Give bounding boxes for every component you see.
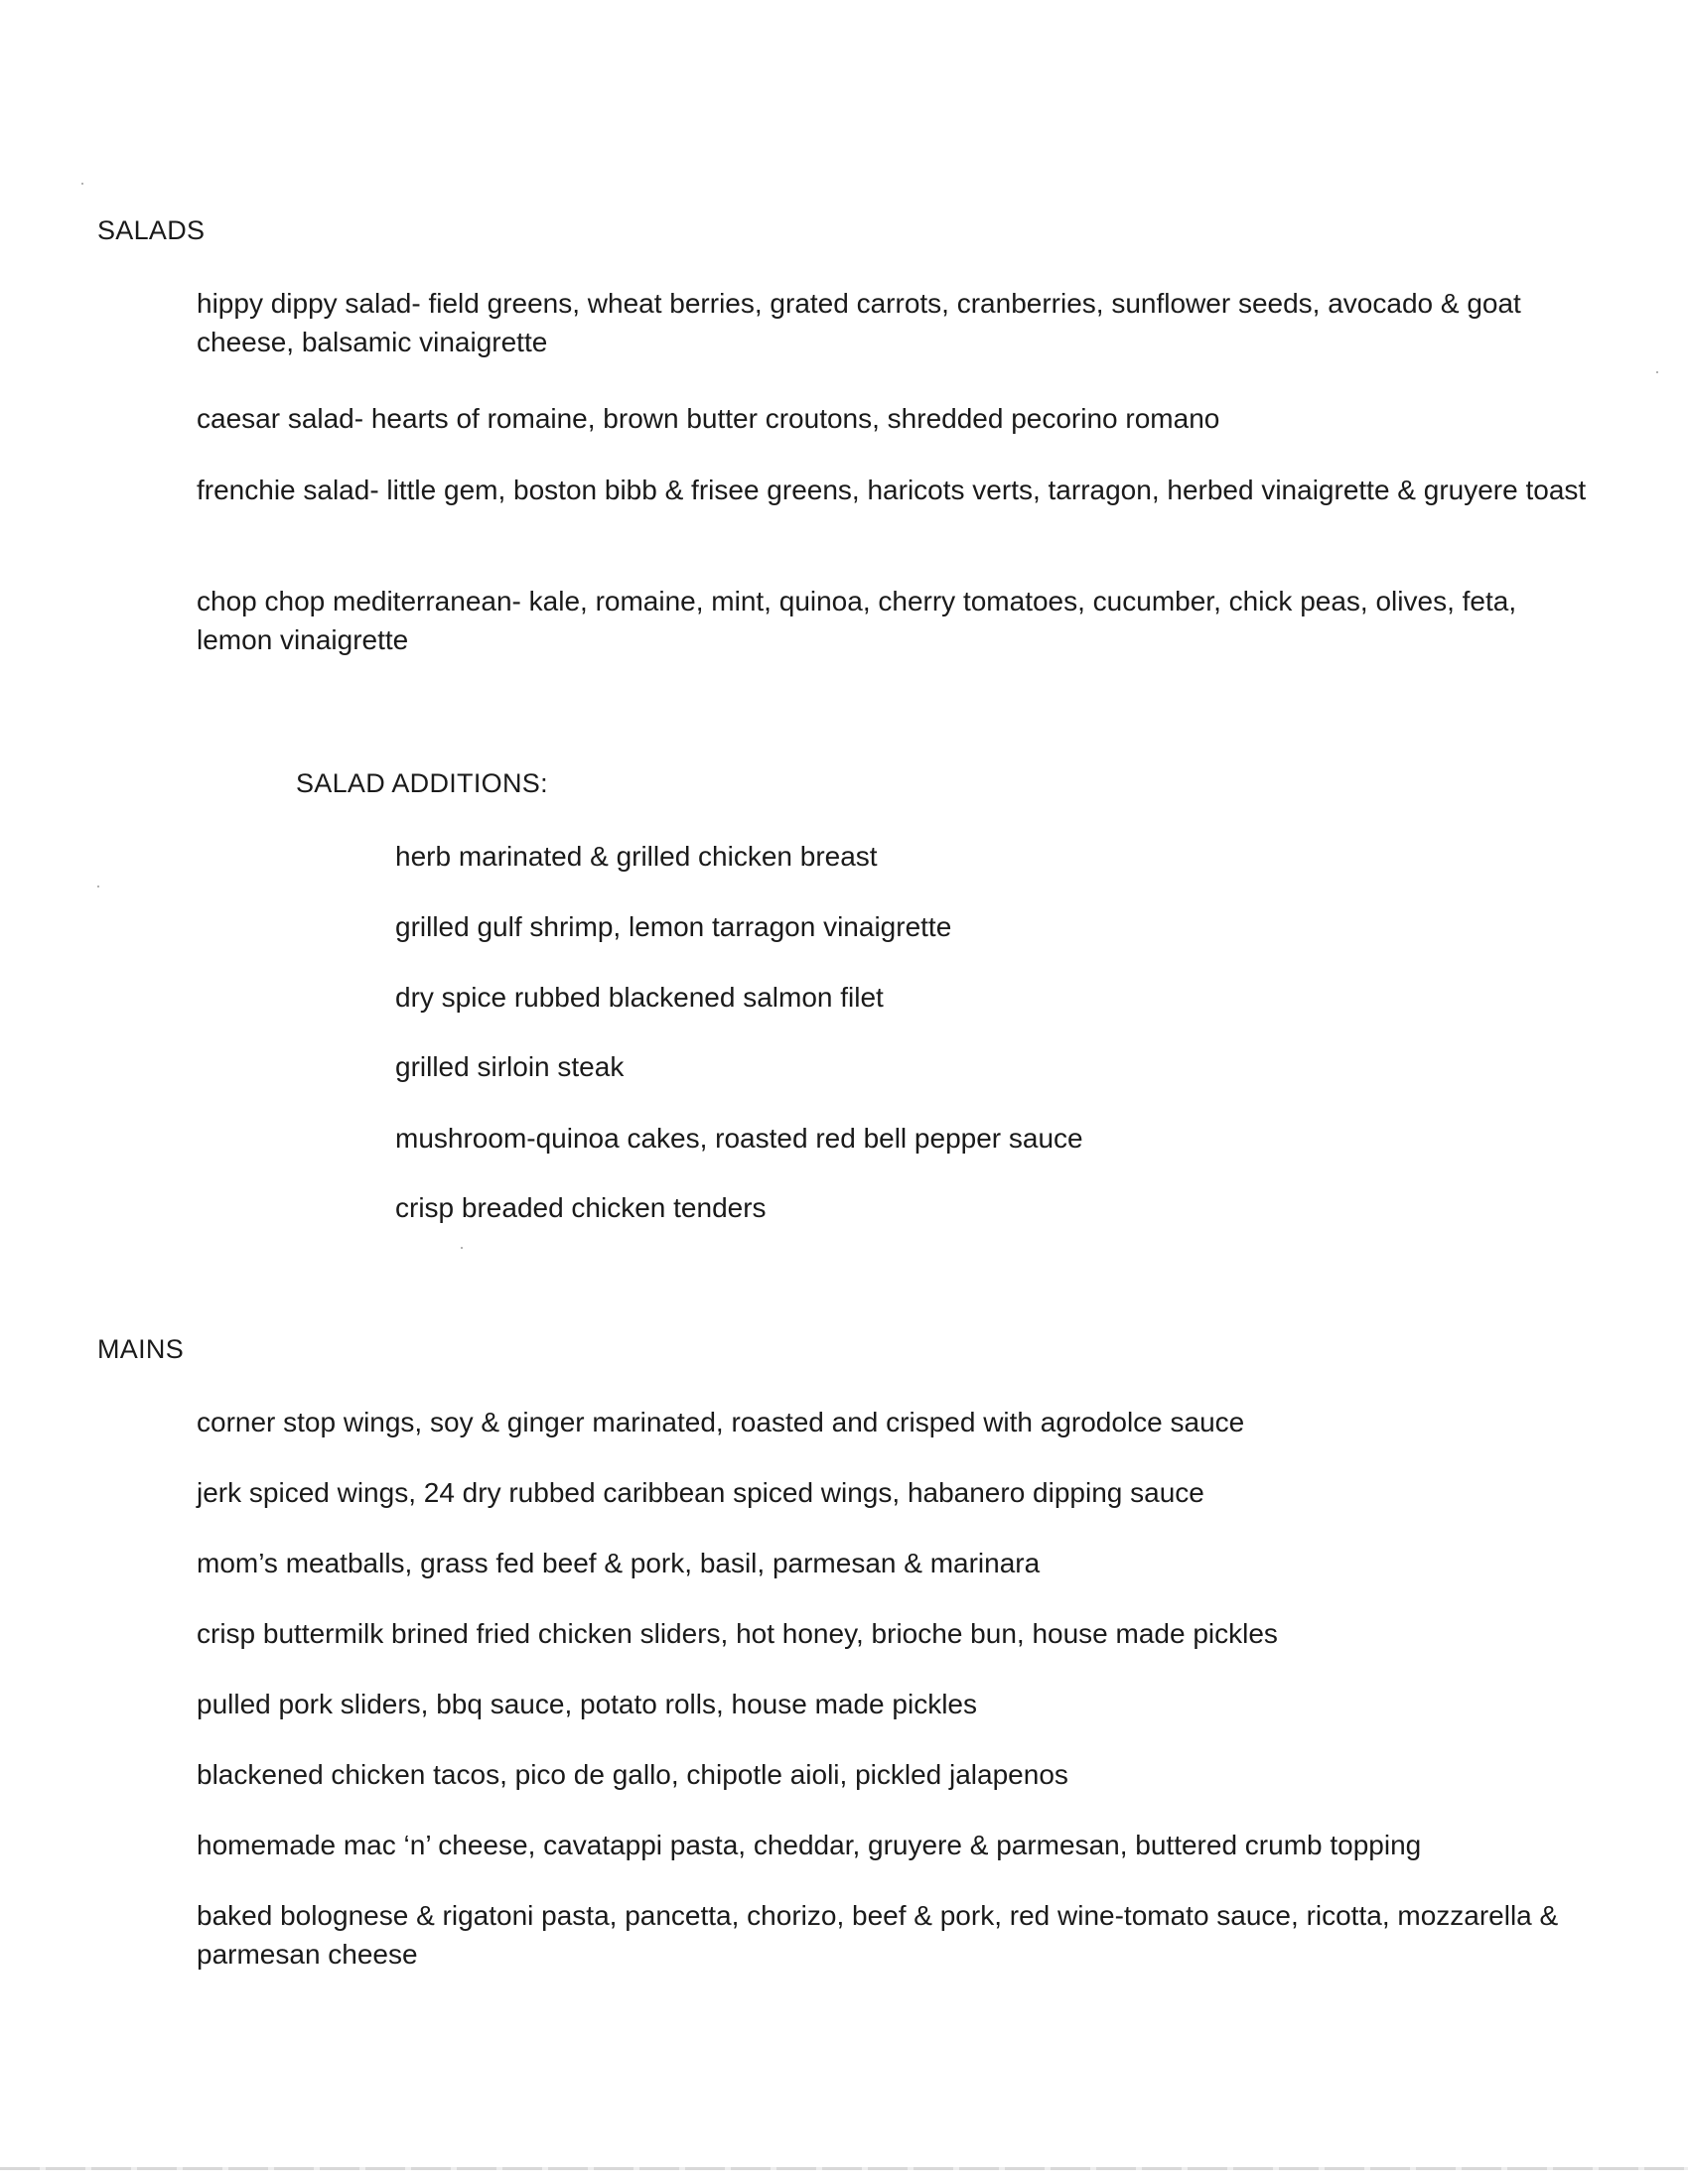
- scan-speck: [97, 886, 99, 887]
- main-item: mom’s meatballs, grass fed beef & pork, basil, parmesan & marinara: [197, 1548, 1041, 1578]
- salad-item: frenchie salad- little gem, boston bibb & frisee greens, haricots verts, tarragon, herbed vinaigrette & gruyere toast: [197, 475, 1587, 505]
- salad-addition-item: mushroom-quinoa cakes, roasted red bell pepper sauce: [395, 1123, 1083, 1154]
- salad-item: chop chop mediterranean- kale, romaine, mint, quinoa, cherry tomatoes, cucumber, chick peas, olives, feta, lemon vinaigrette: [197, 586, 1517, 655]
- salad-addition-item: crisp breaded chicken tenders: [395, 1192, 767, 1223]
- main-item: blackened chicken tacos, pico de gallo, chipotle aioli, pickled jalapenos: [197, 1759, 1068, 1790]
- main-item: corner stop wings, soy & ginger marinated, roasted and crisped with agrodolce sauce: [197, 1407, 1245, 1437]
- salad-item: hippy dippy salad- field greens, wheat berries, grated carrots, cranberries, sunflower seeds, avocado & goat cheese, balsamic vinaigrette: [197, 288, 1521, 357]
- scan-speck: [81, 183, 83, 185]
- main-item: baked bolognese & rigatoni pasta, pancetta, chorizo, beef & pork, red wine-tomato sauce, ricotta, mozzarella & parmesan cheese: [197, 1900, 1559, 1970]
- salad-addition-item: grilled sirloin steak: [395, 1051, 625, 1082]
- scan-edge-line: [0, 2167, 1688, 2170]
- main-item: homemade mac ‘n’ cheese, cavatappi pasta, cheddar, gruyere & parmesan, buttered crumb topping: [197, 1830, 1422, 1860]
- scan-speck: [1656, 371, 1658, 373]
- salad-item: caesar salad- hearts of romaine, brown butter croutons, shredded pecorino romano: [197, 403, 1220, 434]
- salad-addition-item: herb marinated & grilled chicken breast: [395, 841, 878, 872]
- main-item: crisp buttermilk brined fried chicken sliders, hot honey, brioche bun, house made pickles: [197, 1618, 1278, 1649]
- main-item: jerk spiced wings, 24 dry rubbed caribbean spiced wings, habanero dipping sauce: [197, 1477, 1204, 1508]
- salads-heading: SALADS: [97, 215, 206, 245]
- salad-additions-heading: SALAD ADDITIONS:: [296, 768, 548, 798]
- scan-speck: [461, 1247, 463, 1249]
- salad-addition-item: grilled gulf shrimp, lemon tarragon vinaigrette: [395, 911, 952, 942]
- salad-addition-item: dry spice rubbed blackened salmon filet: [395, 982, 884, 1013]
- mains-heading: MAINS: [97, 1334, 185, 1364]
- main-item: pulled pork sliders, bbq sauce, potato rolls, house made pickles: [197, 1689, 977, 1719]
